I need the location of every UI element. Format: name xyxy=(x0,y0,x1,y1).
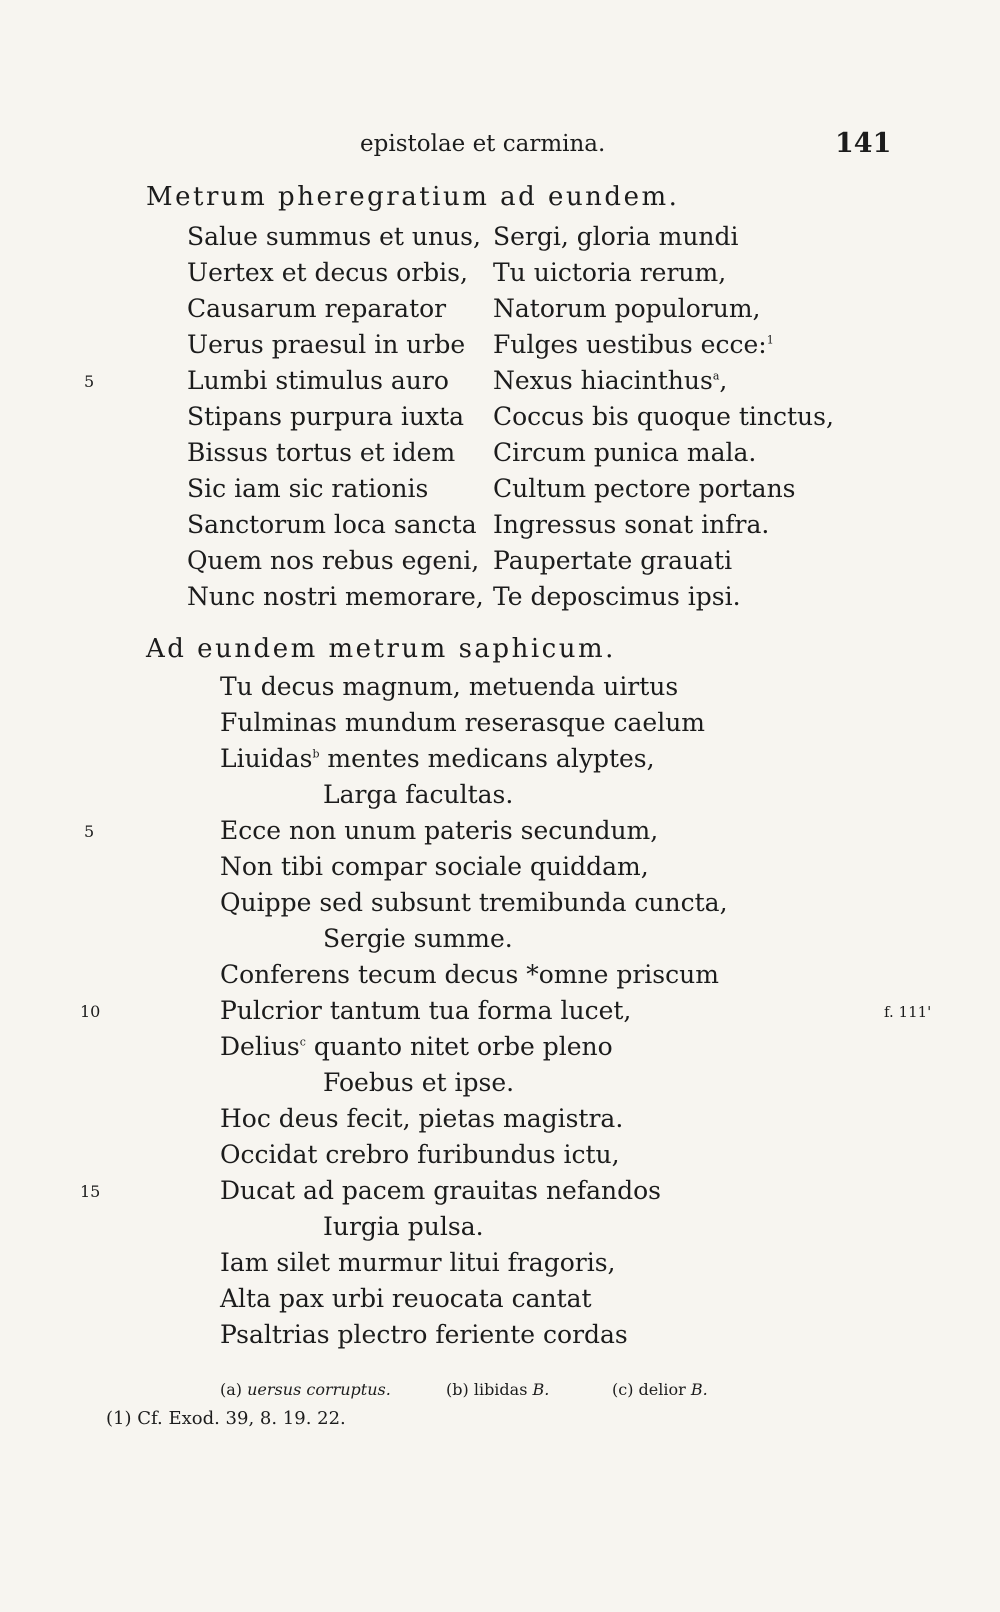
poem2-line: Pulcrior tantum tua forma lucet, xyxy=(220,996,632,1025)
poem2-line: Quippe sed subsunt tremibunda cuncta, xyxy=(220,888,728,917)
poem2-line: Ducat ad pacem grauitas nefandos xyxy=(220,1176,661,1205)
poem2-line: Tu decus magnum, metuenda uirtus xyxy=(220,672,679,701)
poem2-line: Occidat crebro furibundus ictu, xyxy=(220,1140,620,1169)
poem1-left-line: Uerus praesul in urbe xyxy=(187,330,466,359)
line-number: 5 xyxy=(84,822,95,841)
poem1-left-line: Stipans purpura iuxta xyxy=(187,402,465,431)
poem1-right-line: Fulges uestibus ecce:$^1$ xyxy=(493,330,774,359)
poem1-right-line: Natorum populorum, xyxy=(493,294,761,323)
poem2-line: Fulminas mundum reserasque caelum xyxy=(220,708,705,737)
poem1-left-line: Uertex et decus orbis, xyxy=(187,258,468,287)
folio-margin-note: f. 111' xyxy=(884,1003,932,1021)
footnote-c: (c) delior B. xyxy=(612,1380,708,1399)
poem2-line: Conferens tecum decus *omne priscum xyxy=(220,960,719,989)
poem2-line: Iam silet murmur litui fragoris, xyxy=(220,1248,616,1277)
poem2-line: Larga facultas. xyxy=(323,780,514,809)
poem2-line: Sergie summe. xyxy=(323,924,513,953)
poem1-left-line: Quem nos rebus egeni, xyxy=(187,546,480,575)
poem1-right-line: Circum punica mala. xyxy=(493,438,757,467)
poem1-left-line: Sanctorum loca sancta xyxy=(187,510,477,539)
footnote-marker: b xyxy=(312,747,320,761)
poem2-heading: Ad eundem metrum saphicum. xyxy=(146,634,616,664)
poem1-right-line: Paupertate grauati xyxy=(493,546,733,575)
poem2-line: Foebus et ipse. xyxy=(323,1068,515,1097)
poem1-right-line: Cultum pectore portans xyxy=(493,474,796,503)
poem1-left-line: Sic iam sic rationis xyxy=(187,474,429,503)
poem2-line: Delius$^c$ quanto nitet orbe pleno xyxy=(220,1032,613,1061)
footnote-marker: 1 xyxy=(766,333,774,347)
poem1-right-line: Tu uictoria rerum, xyxy=(493,258,727,287)
poem1-right-line: Coccus bis quoque tinctus, xyxy=(493,402,834,431)
poem2-line: Psaltrias plectro feriente cordas xyxy=(220,1320,628,1349)
page-number: 141 xyxy=(835,128,892,159)
poem2-line: Non tibi compar sociale quiddam, xyxy=(220,852,649,881)
poem1-left-line: Salue summus et unus, xyxy=(187,222,481,251)
poem2-line: Hoc deus fecit, pietas magistra. xyxy=(220,1104,624,1133)
poem1-left-line: Lumbi stimulus auro xyxy=(187,366,449,395)
poem1-right-line: Te deposcimus ipsi. xyxy=(493,582,741,611)
poem2-line: Iurgia pulsa. xyxy=(323,1212,484,1241)
footnote-a: (a) uersus corruptus. xyxy=(220,1380,391,1399)
footnote-1: (1) Cf. Exod. 39, 8. 19. 22. xyxy=(106,1408,346,1429)
running-title: epistolae et carmina. xyxy=(360,131,606,157)
poem1-left-line: Nunc nostri memorare, xyxy=(187,582,484,611)
line-number: 10 xyxy=(80,1002,101,1021)
poem1-right-line: Sergi, gloria mundi xyxy=(493,222,739,251)
line-number: 15 xyxy=(80,1182,101,1201)
poem1-heading: Metrum pheregratium ad eundem. xyxy=(146,182,680,212)
poem1-right-line: Ingressus sonat infra. xyxy=(493,510,770,539)
footnote-b: (b) libidas B. xyxy=(446,1380,550,1399)
poem2-line: Liuidas$^b$ mentes medicans alyptes, xyxy=(220,744,655,773)
poem2-line: Alta pax urbi reuocata cantat xyxy=(220,1284,592,1313)
line-number: 5 xyxy=(84,372,95,391)
poem1-left-line: Causarum reparator xyxy=(187,294,447,323)
footnote-marker: a xyxy=(712,369,720,383)
poem1-right-line: Nexus hiacinthus$^a$, xyxy=(493,366,728,395)
poem2-line: Ecce non unum pateris secundum, xyxy=(220,816,659,845)
poem1-left-line: Bissus tortus et idem xyxy=(187,438,456,467)
footnote-marker: c xyxy=(299,1035,306,1049)
